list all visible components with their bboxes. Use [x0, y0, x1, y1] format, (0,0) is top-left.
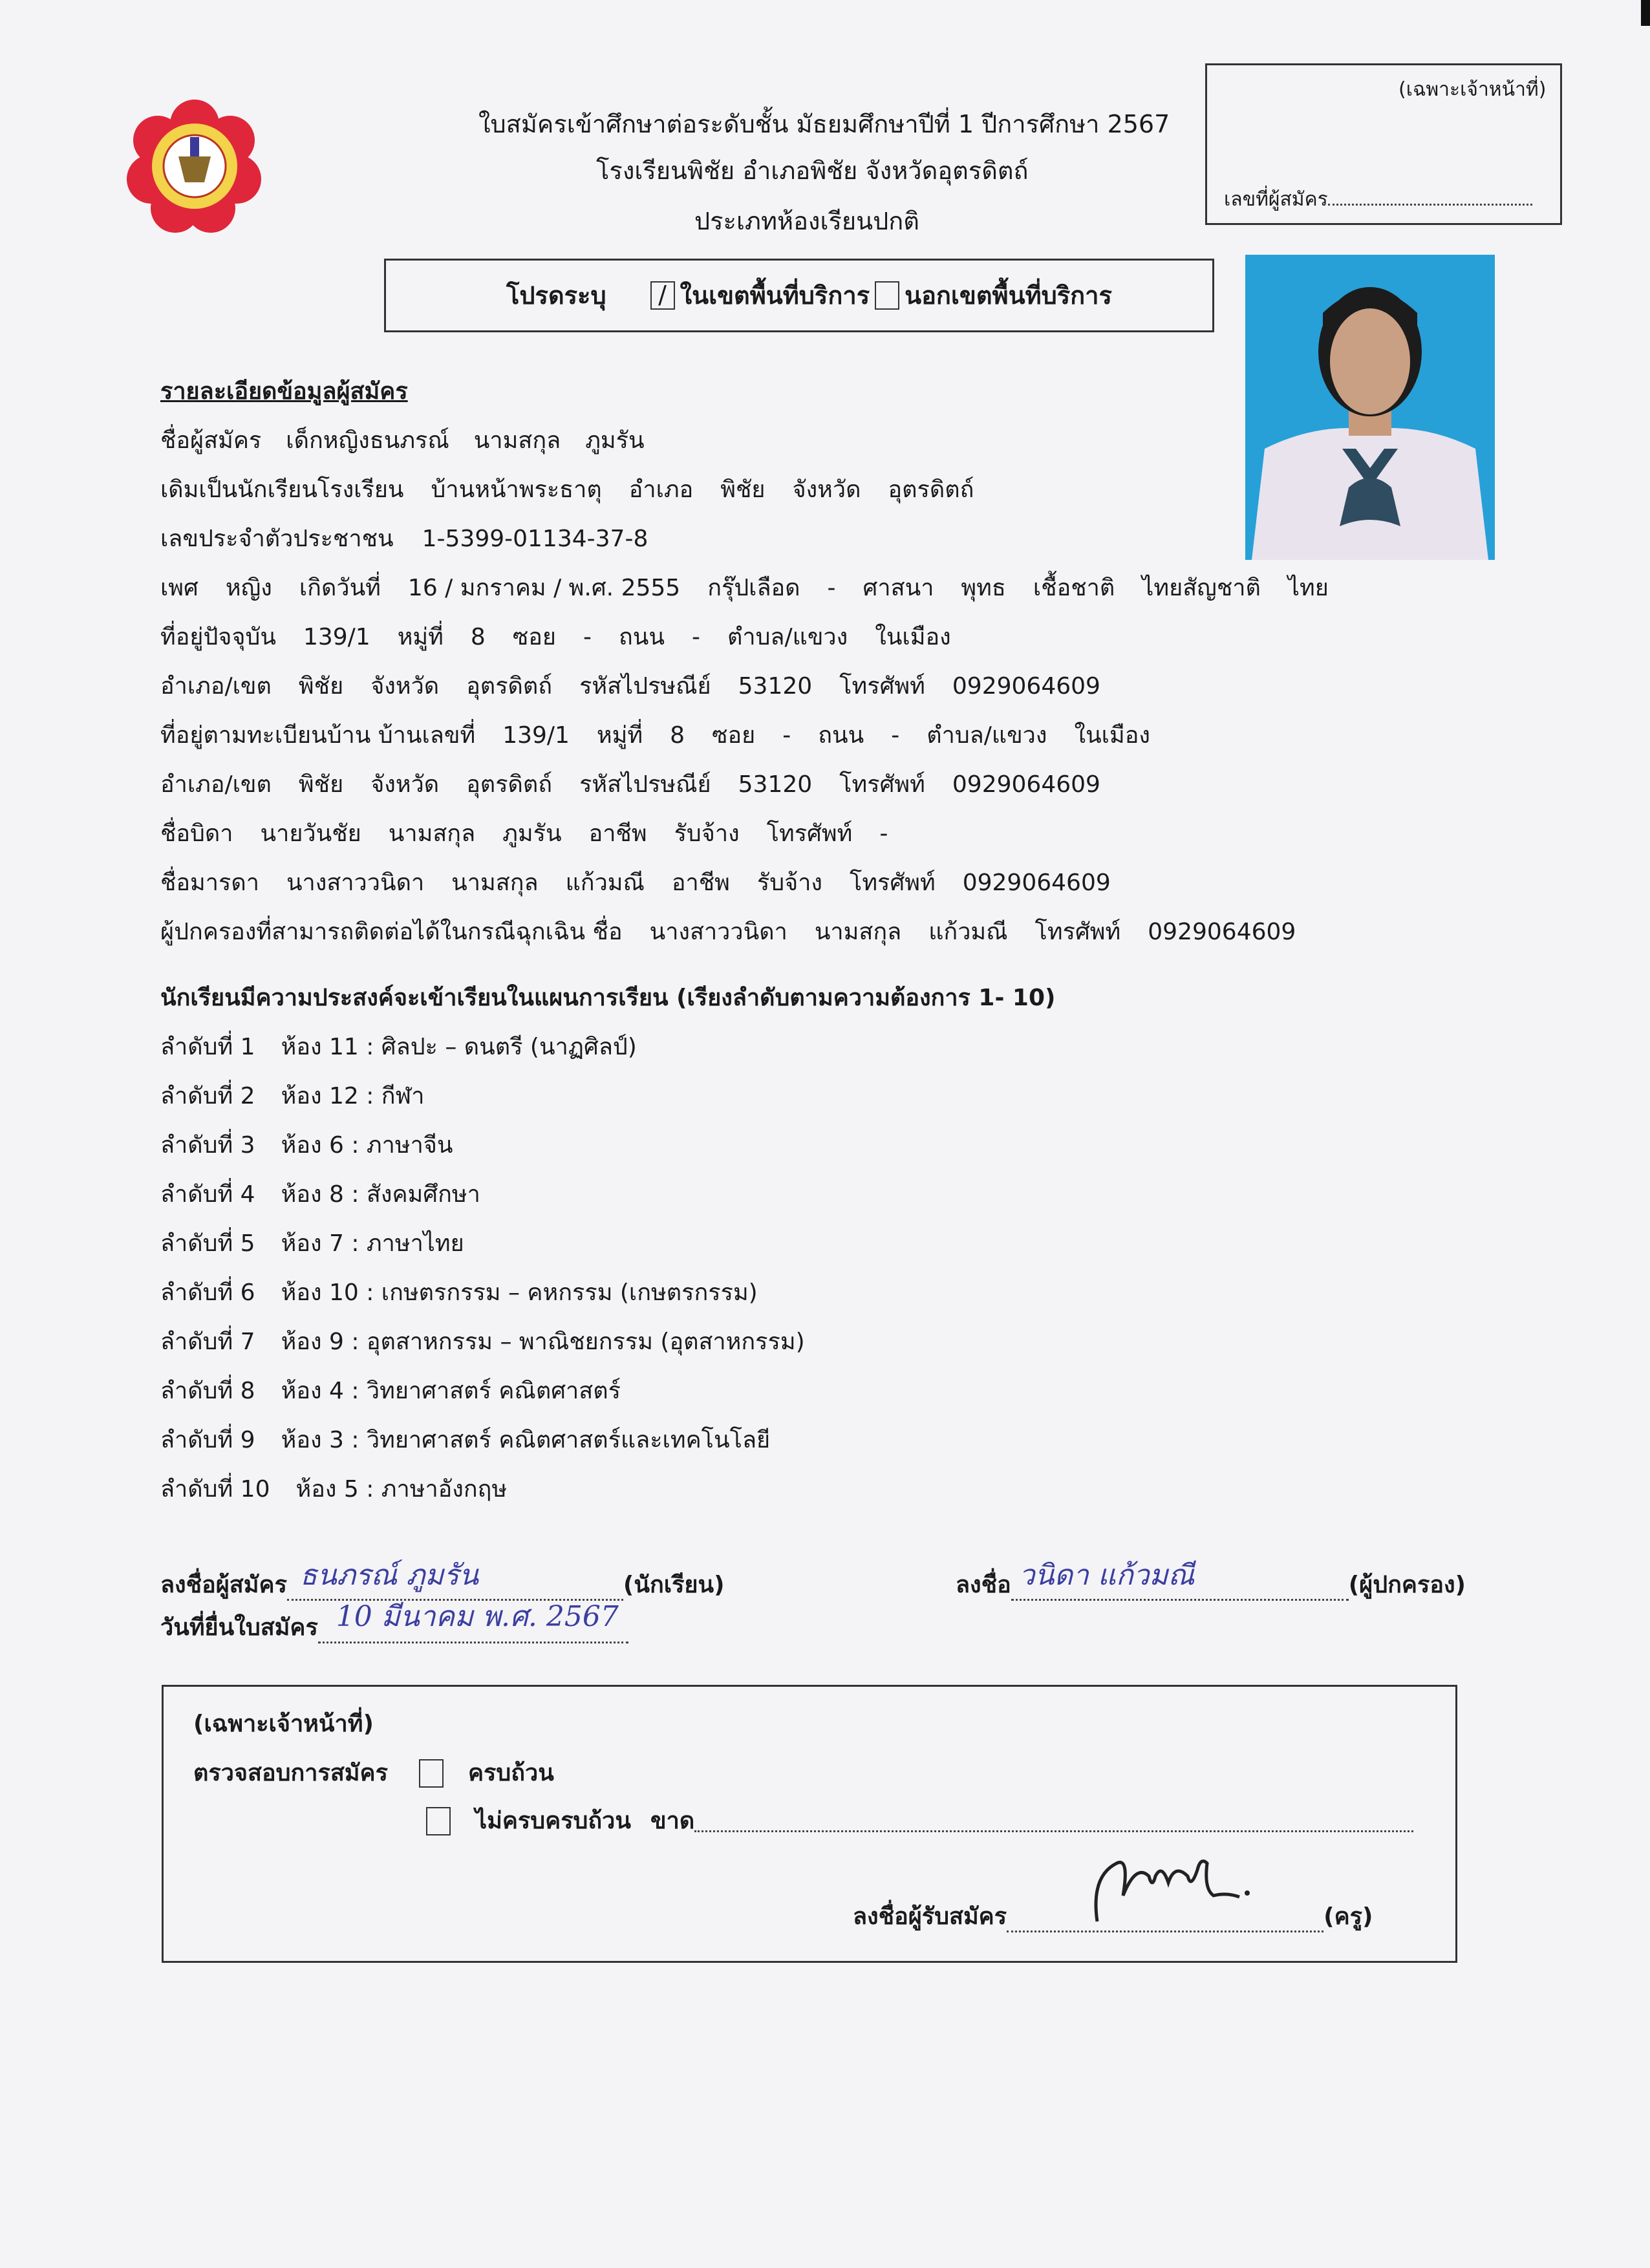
sex-value: หญิง: [225, 575, 272, 601]
plan-room: ห้อง 3 : วิทยาศาสตร์ คณิตศาสตร์และเทคโนโลยี: [281, 1427, 771, 1453]
mother-phone-label: โทรศัพท์: [849, 870, 936, 896]
guardian-surname-value: แก้วมณี: [928, 919, 1008, 945]
mother-name-value: นางสาววนิดา: [286, 870, 425, 896]
reg-subdistrict-value: ในเมือง: [1074, 722, 1150, 749]
plan-item: [160, 1474, 507, 1505]
reg-road-value: -: [891, 722, 900, 749]
moo-value: 8: [470, 624, 486, 650]
applicant-photo: [1245, 255, 1495, 560]
applicant-no-field[interactable]: [1328, 187, 1532, 206]
check-application-label: ตรวจสอบการสมัคร: [193, 1760, 388, 1786]
father-job-label: อาชีพ: [588, 820, 647, 847]
scan-edge-mark: [1641, 0, 1650, 26]
plan-item: [160, 1327, 805, 1358]
ethnicity-label: เชื้อชาติ: [1033, 575, 1115, 601]
school-logo: [127, 98, 262, 234]
submit-date-row: [160, 1600, 628, 1643]
reg-address-row: [160, 720, 1150, 751]
reg-moo-label: หมู่ที่: [596, 722, 643, 749]
officer-check-box: [162, 1685, 1457, 1963]
father-phone-value: -: [879, 820, 888, 847]
school-row: [160, 475, 974, 506]
submit-date-label: วันที่ยื่นใบสมัคร: [160, 1614, 318, 1641]
reg-province-label: จังหวัด: [370, 771, 440, 798]
officer-box: [1205, 63, 1562, 225]
surname-label: นามสกุล: [473, 427, 561, 454]
plan-item: [160, 1376, 621, 1407]
incomplete-row: [421, 1806, 1413, 1837]
applicant-no-text: เลขที่ผู้สมัคร: [1224, 188, 1328, 211]
birthdate-value: 16 / มกราคม / พ.ศ. 2555: [407, 575, 681, 601]
father-phone-label: โทรศัพท์: [766, 820, 853, 847]
mother-job-label: อาชีพ: [671, 870, 730, 896]
nationality-label: สัญชาติ: [1183, 575, 1261, 601]
missing-field[interactable]: [694, 1811, 1413, 1832]
plan-room: ห้อง 11 : ศิลปะ – ดนตรี (นาฏศิลป์): [281, 1034, 637, 1060]
details-heading: รายละเอียดข้อมูลผู้สมัคร: [160, 378, 408, 405]
officer-check-title: (เฉพาะเจ้าหน้าที่): [193, 1711, 374, 1737]
applicant-no-label: [1224, 184, 1532, 215]
officer-box-title: (เฉพาะเจ้าหน้าที่): [1398, 78, 1547, 101]
incomplete-checkbox[interactable]: [426, 1807, 451, 1835]
mother-label: ชื่อมารดา: [160, 870, 259, 896]
road-label: ถนน: [618, 624, 665, 650]
personal-row: [160, 573, 1329, 604]
guardian-phone-value: 0929064609: [1148, 919, 1296, 945]
reg-road-label: ถนน: [818, 722, 864, 749]
applicant-sign-label: ลงชื่อผู้สมัคร: [160, 1572, 287, 1598]
blood-label: กรุ๊ปเลือด: [707, 575, 800, 601]
id-value: 1-5399-01134-37-8: [422, 526, 648, 552]
province-label: จังหวัด: [370, 673, 440, 700]
receiver-sign-label: ลงชื่อผู้รับสมัคร: [853, 1903, 1007, 1930]
name-row: [160, 425, 645, 456]
subdistrict-label: ตำบล/แขวง: [727, 624, 848, 650]
prev-school-value: บ้านหน้าพระธาตุ: [431, 476, 602, 503]
plan-rank: ลำดับที่ 1: [160, 1034, 255, 1060]
soi-label: ซอย: [512, 624, 556, 650]
reg-address-label: ที่อยู่ตามทะเบียนบ้าน บ้านเลขที่: [160, 722, 476, 749]
district-row: [160, 671, 1100, 702]
plan-rank: ลำดับที่ 8: [160, 1378, 255, 1404]
school-district-label: อำเภอ: [628, 476, 694, 503]
guardian-label: ผู้ปกครองที่สามารถติดต่อได้ในกรณีฉุกเฉิน ชื่อ: [160, 919, 623, 945]
plan-room: ห้อง 5 : ภาษาอังกฤษ: [295, 1476, 508, 1503]
ethnicity-value: ไทย: [1142, 575, 1183, 601]
phone-value: 0929064609: [952, 673, 1100, 700]
reg-phone-value: 0929064609: [952, 771, 1100, 798]
reg-district-label: อำเภอ/เขต: [160, 771, 272, 798]
phone-label: โทรศัพท์: [839, 673, 925, 700]
out-zone-label: นอกเขตพื้นที่บริการ: [905, 281, 1112, 310]
out-zone-checkbox[interactable]: [875, 281, 899, 310]
id-label: เลขประจำตัวประชาชน: [160, 526, 394, 552]
plan-rank: ลำดับที่ 6: [160, 1279, 255, 1306]
id-row: [160, 524, 648, 555]
zone-prompt: โปรดระบุ: [506, 281, 606, 310]
father-job-value: รับจ้าง: [674, 820, 740, 847]
applicant-sign-field[interactable]: [287, 1559, 623, 1601]
receiver-sign-suffix: (ครู): [1323, 1903, 1373, 1930]
name-label: ชื่อผู้สมัคร: [160, 427, 262, 454]
plan-item: [160, 1228, 464, 1259]
postcode-value: 53120: [738, 673, 813, 700]
subdistrict-value: ในเมือง: [875, 624, 951, 650]
plan-room: ห้อง 10 : เกษตรกรรม – คหกรรม (เกษตรกรรม): [281, 1279, 758, 1306]
surname-value: ภูมรัน: [585, 427, 645, 454]
plan-item: [160, 1130, 453, 1161]
zone-row: [506, 280, 1112, 311]
in-zone-checkbox[interactable]: [650, 281, 675, 310]
nationality-value: ไทย: [1287, 575, 1329, 601]
mother-surname-value: แก้วมณี: [565, 870, 645, 896]
plan-item: [160, 1081, 424, 1112]
guardian-name-value: นางสาววนิดา: [649, 919, 788, 945]
plan-rank: ลำดับที่ 7: [160, 1329, 255, 1355]
father-surname-value: ภูมรัน: [502, 820, 562, 847]
missing-label: ขาด: [650, 1808, 695, 1834]
province-value: อุตรดิตถ์: [466, 673, 553, 700]
complete-label: ครบถ้วน: [467, 1760, 554, 1786]
plan-item: [160, 1032, 637, 1063]
mother-surname-label: นามสกุล: [451, 870, 539, 896]
father-name-value: นายวันชัย: [260, 820, 361, 847]
receiver-signature-scribble: [1078, 1837, 1259, 1928]
check-application-row: [193, 1758, 554, 1789]
submit-date-field[interactable]: [318, 1600, 628, 1643]
guardian-sign-suffix: (ผู้ปกครอง): [1348, 1572, 1466, 1598]
soi-value: -: [583, 624, 592, 650]
address-row: [160, 622, 951, 653]
religion-value: พุทธ: [961, 575, 1006, 601]
reg-district-value: พิชัย: [298, 771, 344, 798]
submit-date-handwritten: 10 มีนาคม พ.ศ. 2567: [336, 1600, 619, 1633]
reg-postcode-value: 53120: [738, 771, 813, 798]
school-province-label: จังหวัด: [792, 476, 861, 503]
sex-label: เพศ: [160, 575, 198, 601]
father-row: [160, 818, 888, 850]
mother-row: [160, 868, 1111, 899]
father-surname-label: นามสกุล: [388, 820, 476, 847]
plan-rank: ลำดับที่ 3: [160, 1132, 255, 1159]
guardian-phone-label: โทรศัพท์: [1034, 919, 1121, 945]
house-no-value: 139/1: [303, 624, 370, 650]
plan-item: [160, 1278, 758, 1309]
district-label: อำเภอ/เขต: [160, 673, 272, 700]
reg-district-row: [160, 769, 1100, 800]
in-zone-label: ในเขตพื้นที่บริการ: [680, 281, 870, 310]
reg-moo-value: 8: [670, 722, 685, 749]
plan-rank: ลำดับที่ 9: [160, 1427, 255, 1453]
postcode-label: รหัสไปรษณีย์: [579, 673, 711, 700]
plan-rank: ลำดับที่ 10: [160, 1476, 270, 1503]
plan-item: [160, 1425, 770, 1456]
reg-province-value: อุตรดิตถ์: [466, 771, 553, 798]
plan-room: ห้อง 9 : อุตสาหกรรม – พาณิชยกรรม (อุตสาหกรรม): [281, 1329, 805, 1355]
plan-room: ห้อง 7 : ภาษาไทย: [281, 1230, 464, 1257]
prev-school-label: เดิมเป็นนักเรียนโรงเรียน: [160, 476, 404, 503]
moo-label: หมู่ที่: [397, 624, 444, 650]
reg-postcode-label: รหัสไปรษณีย์: [579, 771, 711, 798]
plan-room: ห้อง 4 : วิทยาศาสตร์ คณิตศาสตร์: [281, 1378, 621, 1404]
road-value: -: [691, 624, 700, 650]
incomplete-label: ไม่ครบครบถ้วน: [475, 1808, 631, 1834]
plan-room: ห้อง 12 : กีฬา: [281, 1083, 425, 1109]
guardian-surname-label: นามสกุล: [814, 919, 902, 945]
blood-value: -: [827, 575, 836, 601]
school-line: โรงเรียนพิชัย อำเภอพิชัย จังหวัดอุตรดิตถ์: [596, 156, 1029, 185]
receiver-sign-field[interactable]: [1007, 1909, 1323, 1932]
religion-label: ศาสนา: [862, 575, 934, 601]
applicant-handwritten-name: ธนภรณ์ ภูมรัน: [299, 1559, 479, 1592]
reg-phone-label: โทรศัพท์: [839, 771, 925, 798]
plan-room: ห้อง 6 : ภาษาจีน: [281, 1132, 453, 1159]
plan-rank: ลำดับที่ 2: [160, 1083, 255, 1109]
mother-phone-value: 0929064609: [962, 870, 1111, 896]
form-title: ใบสมัครเข้าศึกษาต่อระดับชั้น มัธยมศึกษาปีที่ 1 ปีการศึกษา 2567: [478, 110, 1170, 138]
applicant-sign-suffix: (นักเรียน): [623, 1572, 725, 1598]
reg-subdistrict-label: ตำบล/แขวง: [927, 722, 1047, 749]
reg-house-no-value: 139/1: [502, 722, 570, 749]
guardian-handwritten-name: วนิดา แก้วมณี: [1018, 1559, 1195, 1592]
plan-room: ห้อง 8 : สังคมศึกษา: [281, 1181, 480, 1208]
reg-soi-value: -: [782, 722, 791, 749]
classroom-type: ประเภทห้องเรียนปกติ: [694, 207, 919, 235]
plan-item: [160, 1179, 480, 1210]
guardian-signature-row: [956, 1559, 1466, 1601]
plan-rank: ลำดับที่ 5: [160, 1230, 255, 1257]
first-name-value: เด็กหญิงธนภรณ์: [286, 427, 449, 454]
in-zone-check-mark: /: [658, 281, 667, 309]
complete-checkbox[interactable]: [419, 1759, 444, 1788]
district-value: พิชัย: [298, 673, 344, 700]
birthdate-label: เกิดวันที่: [299, 575, 381, 601]
applicant-signature-row: [160, 1559, 725, 1601]
plan-rank: ลำดับที่ 4: [160, 1181, 255, 1208]
address-label: ที่อยู่ปัจจุบัน: [160, 624, 276, 650]
school-district-value: พิชัย: [720, 476, 766, 503]
reg-soi-label: ซอย: [712, 722, 756, 749]
guardian-row: [160, 917, 1296, 948]
zone-box: [384, 259, 1214, 332]
father-label: ชื่อบิดา: [160, 820, 233, 847]
school-province-value: อุตรดิตถ์: [888, 476, 974, 503]
guardian-sign-field[interactable]: [1011, 1559, 1349, 1601]
plans-heading: นักเรียนมีความประสงค์จะเข้าเรียนในแผนการเรียน (เรียงลำดับตามความต้องการ 1- 10): [160, 985, 1056, 1011]
receiver-signature-row: [853, 1901, 1373, 1932]
guardian-sign-label: ลงชื่อ: [956, 1572, 1011, 1598]
mother-job-value: รับจ้าง: [756, 870, 822, 896]
